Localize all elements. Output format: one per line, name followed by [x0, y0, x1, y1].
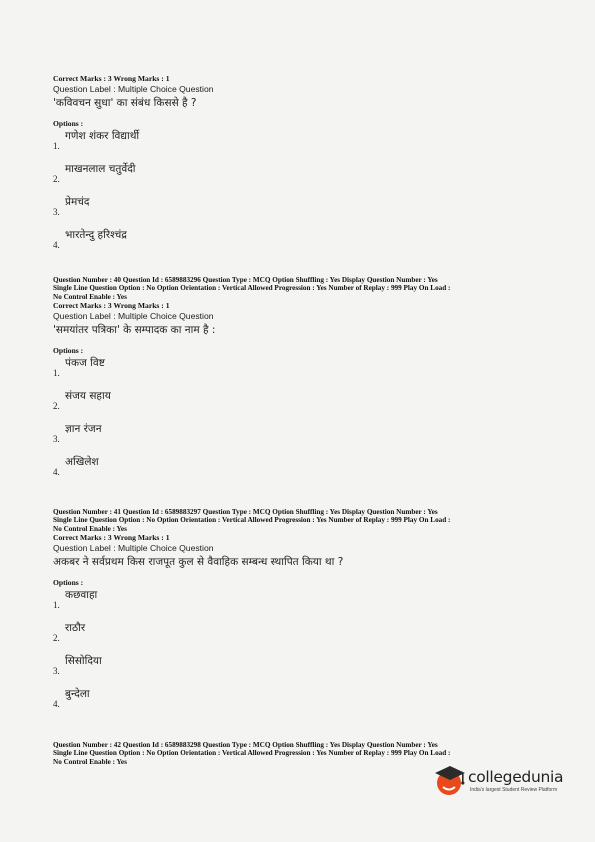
option-4	[53, 455, 553, 488]
graduation-cap-logo-icon	[432, 763, 468, 797]
option-1	[53, 356, 553, 389]
option-3	[53, 654, 553, 687]
option-4	[53, 687, 553, 720]
option-text: प्रेमचंद	[65, 196, 90, 208]
option-text: गणेश शंकर विद्यार्थी	[65, 130, 140, 142]
question-meta: Question Number : 41 Question Id : 6589883297 Question Type : MCQ Option Shuffling : Yes Display Question Number : Yes Single Line Question Option : No Option Orientation : Vertical Allowed Progression : Yes Number of Replay : 999 Play On Load : No Control Enable : Yes	[53, 508, 451, 533]
option-number: 2.	[53, 401, 60, 412]
option-2	[53, 621, 553, 654]
options-heading: Options :	[53, 346, 84, 356]
option-1	[53, 588, 553, 621]
option-text: ज्ञान रंजन	[65, 423, 102, 436]
option-1	[53, 129, 553, 162]
option-4	[53, 228, 553, 261]
options-heading: Options :	[53, 119, 84, 128]
option-text: बुन्देला	[65, 688, 90, 701]
option-text: कछवाहा	[65, 589, 98, 602]
option-number: 1.	[53, 368, 60, 379]
option-text: पंकज विष्ट	[65, 357, 105, 370]
option-3	[53, 195, 553, 228]
question-text: 'समयांतर पत्रिका' के सम्पादक का नाम है :	[53, 324, 216, 337]
question-text: अकबर ने सर्वप्रथम किस राजपूत कुल से वैवाहिक सम्बन्ध स्थापित किया था ?	[53, 556, 344, 569]
option-text: सिसोदिया	[65, 655, 102, 668]
marks-line: Correct Marks : 3 Wrong Marks : 1	[53, 301, 170, 311]
option-2	[53, 389, 553, 422]
option-text: माखनलाल चतुर्वेदी	[65, 163, 136, 175]
option-number: 1.	[53, 600, 60, 611]
question-meta: Question Number : 42 Question Id : 6589883298 Question Type : MCQ Option Shuffling : Yes Display Question Number : Yes Single Line Question Option : No Option Orientation : Vertical Allowed Progression : Yes Number of Replay : 999 Play On Load : No Control Enable : Yes	[53, 741, 451, 766]
option-text: राठौर	[65, 622, 86, 635]
marks-line: Correct Marks : 3 Wrong Marks : 1	[53, 533, 170, 543]
question-label: Question Label : Multiple Choice Question	[53, 311, 214, 322]
question-block-41	[53, 508, 553, 720]
option-number: 3.	[53, 434, 60, 445]
options-heading: Options :	[53, 578, 84, 588]
option-number: 4.	[53, 240, 60, 250]
question-block-40	[53, 276, 553, 488]
logo-tagline: India's largest Student Review Platform	[470, 787, 558, 793]
option-number: 2.	[53, 633, 60, 644]
option-number: 4.	[53, 699, 60, 710]
question-label: Question Label : Multiple Choice Question	[53, 543, 214, 554]
option-text: अखिलेश	[65, 456, 99, 469]
option-number: 4.	[53, 467, 60, 478]
option-number: 3.	[53, 207, 60, 217]
question-meta: Question Number : 40 Question Id : 6589883296 Question Type : MCQ Option Shuffling : Yes Display Question Number : Yes Single Line Question Option : No Option Orientation : Vertical Allowed Progression : Yes Number of Replay : 999 Play On Load : No Control Enable : Yes	[53, 276, 451, 301]
option-3	[53, 422, 553, 455]
option-number: 3.	[53, 666, 60, 677]
option-number: 1.	[53, 141, 60, 151]
question-text: 'कविवचन सुधा' का संबंध किससे है ?	[53, 97, 197, 109]
question-label: Question Label : Multiple Choice Question	[53, 84, 214, 94]
option-text: भारतेन्दु हरिश्चंद्र	[65, 229, 127, 241]
question-block-39	[53, 74, 553, 261]
marks-line: Correct Marks : 3 Wrong Marks : 1	[53, 74, 170, 83]
option-number: 2.	[53, 174, 60, 184]
option-text: संजय सहाय	[65, 390, 111, 403]
collegedunia-logo	[432, 763, 582, 801]
option-2	[53, 162, 553, 195]
logo-wordmark: collegedunia	[468, 768, 564, 786]
